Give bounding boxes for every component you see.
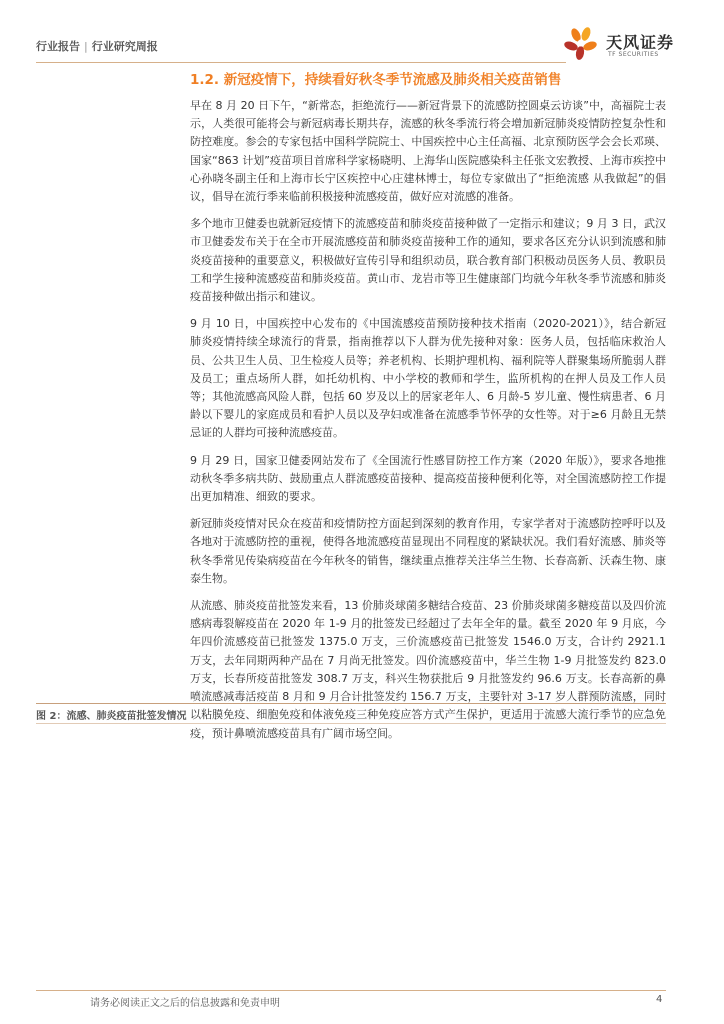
figure-divider-bottom [36, 723, 666, 724]
category-label: 行业报告 [36, 40, 80, 53]
header-divider [36, 62, 566, 63]
paragraph: 早在 8 月 20 日下午，“新常态，拒绝流行——新冠背景下的流感防控圆桌云访谈”中，高福院士表示，人类很可能将会与新冠病毒长期共存，流感的秋冬季流行将会增加新冠肺炎疫情防控复杂性和防控难度。参会的专家包括中国科学院院士、中国疾控中心主任高福、北京预防医学会会长邓瑛、国家“863 计划”疫苗项目首席科学家杨晓明、上海华山医院感染科主任张文宏教授、上海市疾控中心孙晓冬副主任和上海市长宁区疾控中心庄建林博士，每位专家做出了“拒绝流感 从我做起”的倡议，倡导在流行季来临前积极接种流感疫苗，做好应对流感的准备。 [190, 99, 666, 204]
paragraph: 从流感、肺炎疫苗批签发来看，13 价肺炎球菌多糖结合疫苗、23 价肺炎球菌多糖疫苗以及四价流感病毒裂解疫苗在 2020 年 1-9 月的批签发已经超过了去年全年的量。截至 2020 年 9 月底，今年四价流感疫苗已批签发 1375.0 万支，三价流感疫苗已批签发 1546.0 万支，合计约 2921.1 万支，去年同期两种产品在 7 月尚无批签发。四价流感疫苗中，华兰生物 1-9 月批签发约 823.0 万支，长春所疫苗批签发 308.7 万支，科兴生物获批后 9 月批签发约 96.6 万支。长春高新的鼻喷流感减毒活疫苗 8 月和 9 月合计批签发约 156.7 万支，主要针对 3-17 岁人群预防流感，同时以粘膜免疫、细胞免疫和体液免疫三种免疫应答方式产生保护，更适用于流感大流行季节的应急免疫，预计鼻喷流感疫苗具有广阔市场空间。 [190, 599, 666, 740]
section-heading: 1.2. 新冠疫情下，持续看好秋冬季节流感及肺炎相关疫苗销售 [190, 72, 562, 88]
logo-name-cn: 天风证券 [606, 33, 675, 52]
paragraph: 9 月 10 日，中国疾控中心发布的《中国流感疫苗预防接种技术指南（2020-2021）》，结合新冠肺炎疫情持续全球流行的背景，指南推荐以下人群为优先接种对象：医务人员，包括临床救治人员、公共卫生人员、卫生检疫人员等；养老机构、长期护理机构、福利院等人群聚集场所脆弱人群及员工；重点场所人群，如托幼机构、中小学校的教师和学生，监所机构的在押人员及工作人员等；其他流感高风险人群，包括 60 岁及以上的居家老年人、6 月龄-5 岁儿童、慢性病患者、6 月龄以下婴儿的家庭成员和看护人员以及孕妇或准备在流感季节怀孕的女性等。对于≥6 月龄且无禁忌证的人群均可接种流感疫苗。 [190, 317, 666, 440]
body-text [190, 97, 666, 752]
category-separator: | [84, 40, 88, 53]
logo-name-en: TF SECURITIES [608, 51, 659, 58]
company-logo [562, 26, 692, 64]
subcategory-label: 行业研究周报 [91, 40, 158, 53]
paragraph: 新冠肺炎疫情对民众在疫苗和疫情防控方面起到深刻的教育作用，专家学者对于流感防控呼吁以及各地对于流感防控的重视，使得各地流感疫苗显现出不同程度的紧缺状况。我们看好流感、肺炎等秋冬季常见传染病疫苗在今年秋冬的销售，继续重点推荐关注华兰生物、长春高新、沃森生物、康泰生物。 [190, 517, 666, 585]
figure-divider-top [36, 703, 666, 704]
footer-divider [36, 990, 666, 991]
report-category [36, 38, 158, 54]
flame-logo-icon [562, 26, 602, 64]
paragraph: 9 月 29 日，国家卫健委网站发布了《全国流行性感冒防控工作方案（2020 年版）》，要求各地推动秋冬季多病共防、鼓励重点人群流感疫苗接种、提高疫苗接种便利化等，对全国流感防控工作提出更加精准、细致的要求。 [190, 453, 666, 504]
figure-caption: 图 2：流感、肺炎疫苗批签发情况 [36, 711, 187, 722]
footer-disclaimer: 请务必阅读正文之后的信息披露和免责申明 [90, 998, 280, 1009]
paragraph: 多个地市卫健委也就新冠疫情下的流感疫苗和肺炎疫苗接种做了一定指示和建议；9 月 3 日，武汉市卫健委发布关于在全市开展流感疫苗和肺炎疫苗接种工作的通知，要求各区充分认识到流感和肺炎疫苗接种的重要意义，积极做好宣传引导和组织动员，联合教育部门积极动员医务人员、教职员工和学生接种流感疫苗和肺炎疫苗。黄山市、龙岩市等卫生健康部门均就今年秋冬季节流感和肺炎疫苗接种做出指示和建议。 [190, 217, 666, 304]
page-number: 4 [656, 994, 663, 1005]
